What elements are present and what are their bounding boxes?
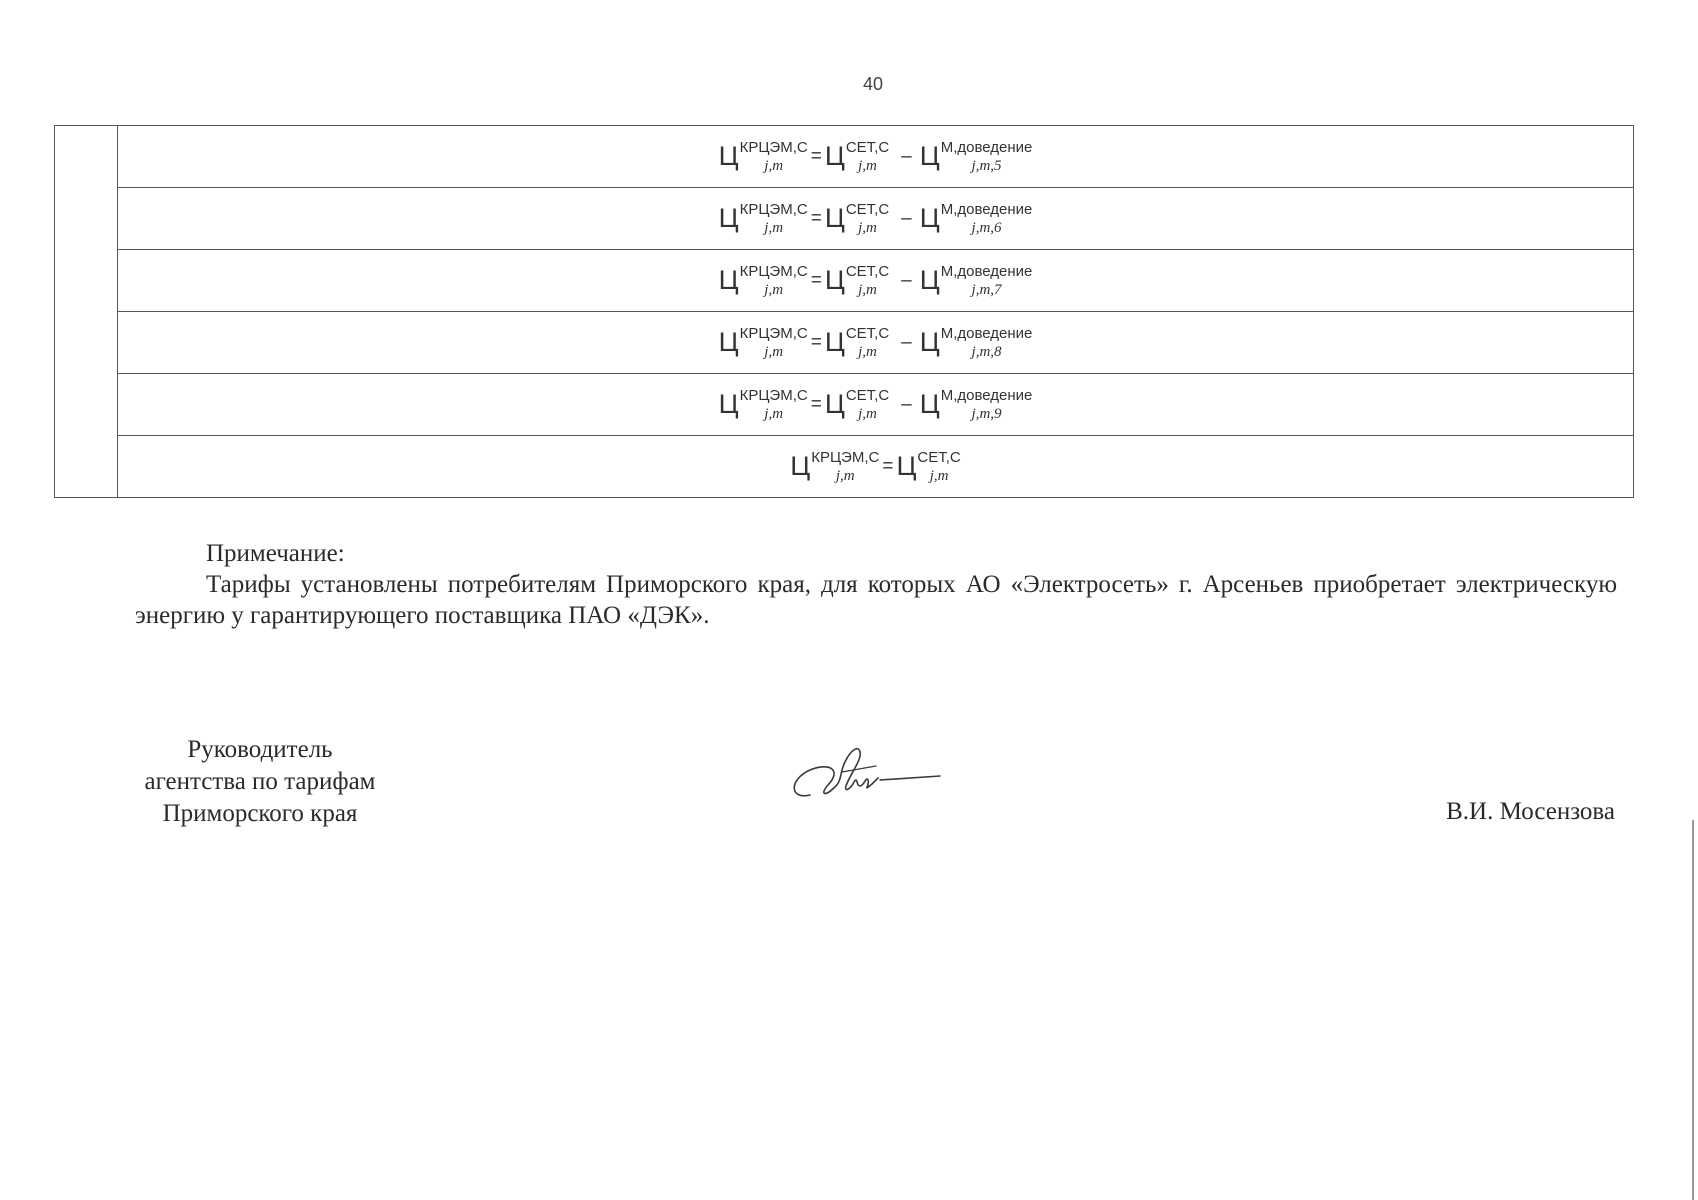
superscript: М,доведение xyxy=(940,262,1033,280)
price-symbol: Ц xyxy=(824,141,845,171)
lhs-term xyxy=(719,202,808,236)
superscript: СЕТ,C xyxy=(845,262,890,280)
minus-sign: – xyxy=(901,207,912,229)
lhs-term xyxy=(719,388,808,422)
signature xyxy=(780,740,950,810)
scan-edge-line xyxy=(1692,820,1694,1200)
equals-sign: = xyxy=(810,269,822,291)
price-symbol: Ц xyxy=(919,327,940,357)
subscript: j,m,8 xyxy=(971,343,1002,360)
signer-position xyxy=(120,734,400,830)
price-symbol: Ц xyxy=(896,451,917,481)
subscript: j,m xyxy=(835,467,855,484)
superscript: М,доведение xyxy=(940,200,1033,218)
superscript: СЕТ,C xyxy=(917,448,961,466)
note-text: Тарифы установлены потребителям Приморского края, для которых АО «Электросеть» г. Арсеньев приобретает электрическую энергию у гарантирующего поставщика ПАО «ДЭК». xyxy=(135,571,1617,629)
formula-cell xyxy=(118,374,1634,436)
lhs-term xyxy=(719,140,808,174)
subscript: j,m,9 xyxy=(971,405,1002,422)
subtracted-term xyxy=(920,264,1033,298)
minus-sign: – xyxy=(901,393,912,415)
superscript: СЕТ,C xyxy=(845,324,890,342)
price-symbol: Ц xyxy=(919,203,940,233)
lhs-term xyxy=(719,264,808,298)
formula-cell xyxy=(118,188,1634,250)
price-symbol: Ц xyxy=(919,141,940,171)
superscript: КРЦЭМ,C xyxy=(739,262,808,280)
subtracted-term xyxy=(920,140,1033,174)
equals-sign: = xyxy=(810,331,822,353)
price-symbol: Ц xyxy=(718,327,739,357)
formula xyxy=(719,202,1033,236)
subscript: j,m xyxy=(764,219,784,236)
formula-row xyxy=(55,250,1634,312)
rhs-term xyxy=(825,140,889,174)
rhs-term xyxy=(896,450,960,484)
price-symbol: Ц xyxy=(919,265,940,295)
rhs-term xyxy=(825,202,889,236)
superscript: СЕТ,C xyxy=(845,200,890,218)
formula-cell xyxy=(118,250,1634,312)
formula-row xyxy=(55,126,1634,188)
minus-sign: – xyxy=(901,269,912,291)
subscript: j,m,5 xyxy=(971,157,1002,174)
lhs-term xyxy=(790,450,879,484)
equals-sign: = xyxy=(882,455,894,477)
equals-sign: = xyxy=(810,145,822,167)
note-block xyxy=(135,538,1617,631)
superscript: СЕТ,C xyxy=(845,138,890,156)
price-symbol: Ц xyxy=(919,389,940,419)
minus-sign: – xyxy=(901,331,912,353)
formula-cell xyxy=(118,436,1634,498)
price-symbol: Ц xyxy=(824,265,845,295)
subscript: j,m xyxy=(764,343,784,360)
rhs-term xyxy=(825,388,889,422)
superscript: КРЦЭМ,C xyxy=(739,200,808,218)
superscript: СЕТ,C xyxy=(845,386,890,404)
price-symbol: Ц xyxy=(718,265,739,295)
subscript: j,m,6 xyxy=(971,219,1002,236)
equals-sign: = xyxy=(810,207,822,229)
formula xyxy=(719,264,1033,298)
formula-table xyxy=(54,125,1634,498)
formula xyxy=(719,140,1033,174)
lhs-term xyxy=(719,326,808,360)
formula-row xyxy=(55,374,1634,436)
rhs-term xyxy=(825,264,889,298)
price-symbol: Ц xyxy=(718,141,739,171)
subscript: j,m xyxy=(858,281,877,298)
superscript: КРЦЭМ,C xyxy=(739,324,808,342)
subscript: j,m xyxy=(764,281,784,298)
page-number: 40 xyxy=(862,74,884,94)
price-symbol: Ц xyxy=(718,203,739,233)
formula xyxy=(719,388,1033,422)
superscript: КРЦЭМ,C xyxy=(811,448,880,466)
superscript: М,доведение xyxy=(940,138,1033,156)
subtracted-term xyxy=(920,388,1033,422)
superscript: КРЦЭМ,C xyxy=(739,138,808,156)
superscript: КРЦЭМ,C xyxy=(739,386,808,404)
formula xyxy=(790,450,961,484)
signer-position-line: Приморского края xyxy=(162,800,358,827)
price-symbol: Ц xyxy=(790,451,811,481)
subtracted-term xyxy=(920,326,1033,360)
subtracted-term xyxy=(920,202,1033,236)
subscript: j,m xyxy=(858,343,877,360)
subscript: j,m xyxy=(764,157,784,174)
signer-position-line: Руководитель xyxy=(187,736,333,763)
formula xyxy=(719,326,1033,360)
superscript: М,доведение xyxy=(940,386,1033,404)
subscript: j,m xyxy=(764,405,784,422)
rhs-term xyxy=(825,326,889,360)
subscript: j,m xyxy=(929,467,949,484)
subscript: j,m xyxy=(858,405,877,422)
minus-sign: – xyxy=(901,145,912,167)
subscript: j,m xyxy=(858,157,877,174)
blank-column-cell xyxy=(55,126,118,498)
signer-name: В.И. Мосензова xyxy=(1446,798,1615,825)
formula-row xyxy=(55,436,1634,498)
superscript: М,доведение xyxy=(940,324,1033,342)
note-title: Примечание: xyxy=(206,540,345,567)
price-symbol: Ц xyxy=(824,203,845,233)
price-symbol: Ц xyxy=(824,389,845,419)
formula-cell xyxy=(118,312,1634,374)
price-symbol: Ц xyxy=(718,389,739,419)
formula-row xyxy=(55,188,1634,250)
signer-position-line: агентства по тарифам xyxy=(144,768,376,795)
formula-cell xyxy=(118,126,1634,188)
subscript: j,m xyxy=(858,219,877,236)
subscript: j,m,7 xyxy=(971,281,1002,298)
equals-sign: = xyxy=(810,393,822,415)
price-symbol: Ц xyxy=(824,327,845,357)
formula-row xyxy=(55,312,1634,374)
